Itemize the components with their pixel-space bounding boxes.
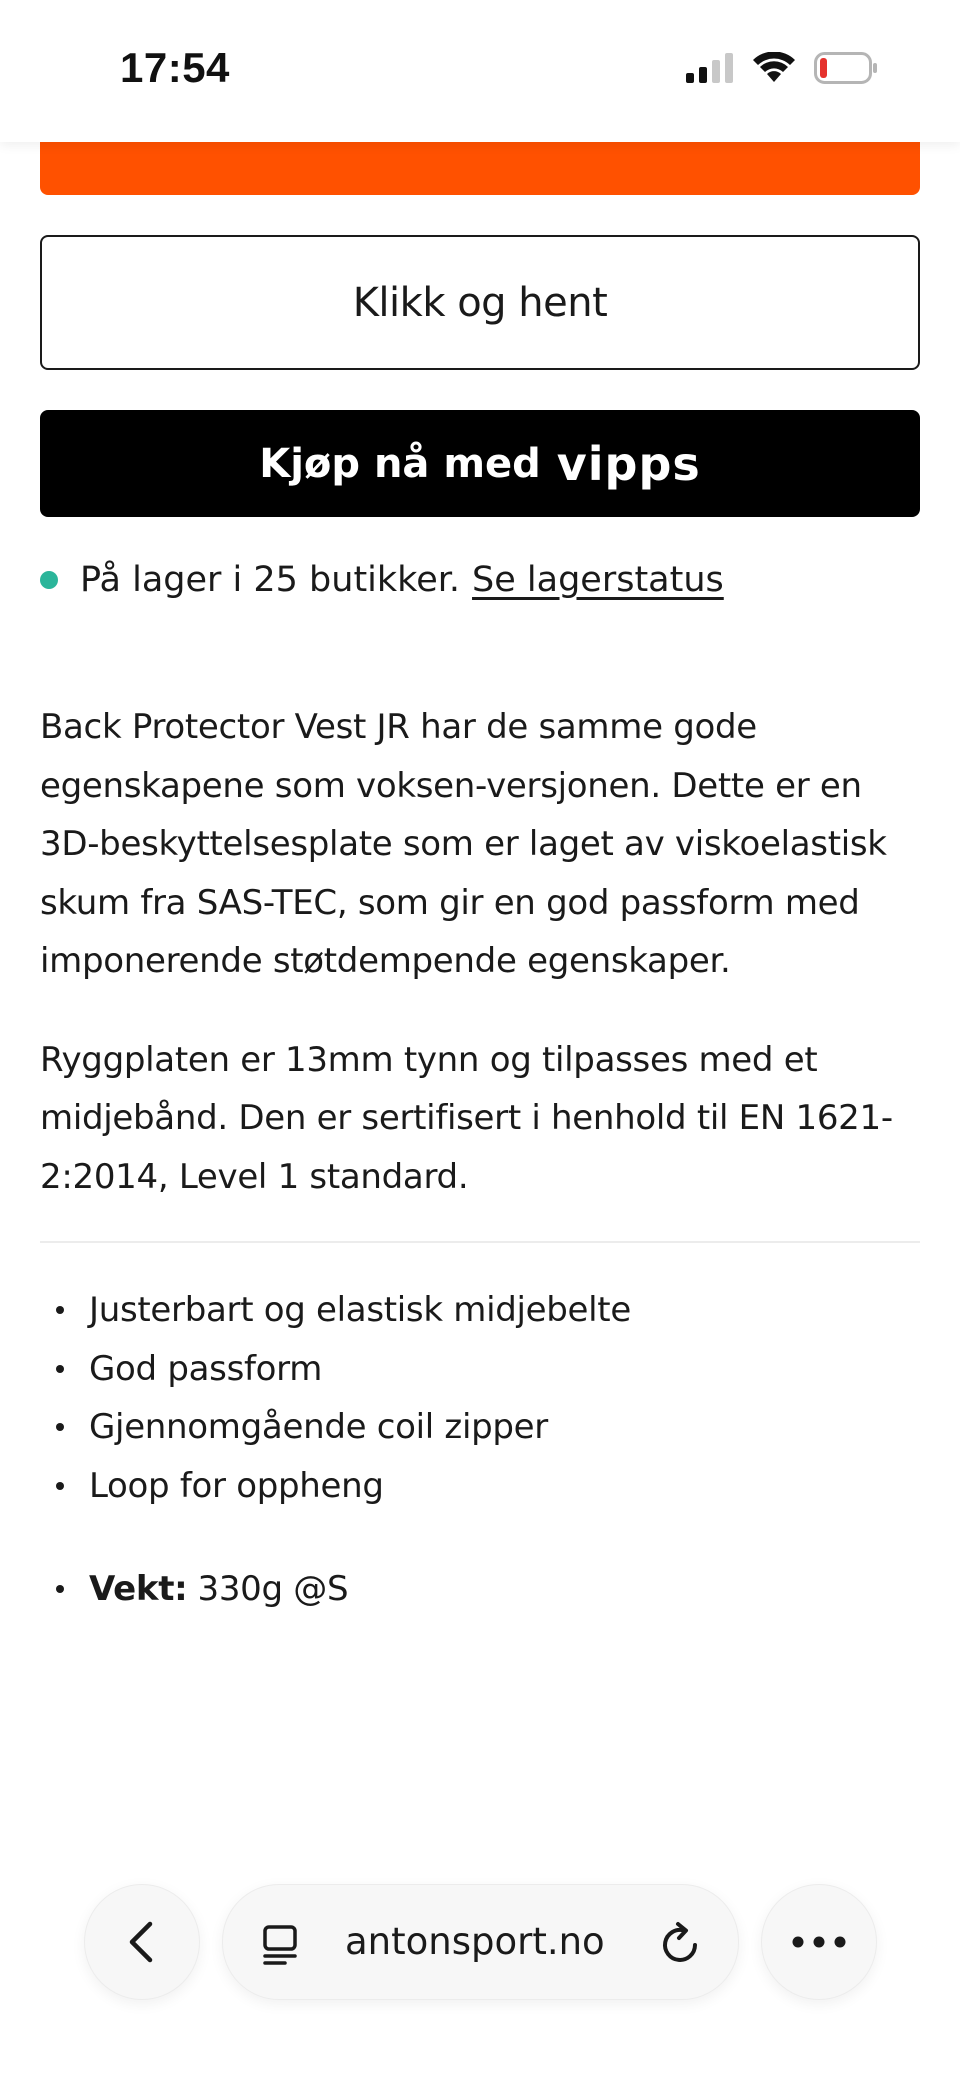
- vipps-logo: vipps: [556, 436, 701, 491]
- reload-icon[interactable]: [660, 1921, 702, 1965]
- bullet-icon: [56, 1423, 64, 1431]
- stock-text: På lager i 25 butikker.: [80, 560, 461, 600]
- stock-status-link[interactable]: Se lagerstatus: [472, 560, 724, 600]
- product-description: [40, 698, 920, 1246]
- status-bar: [0, 0, 960, 142]
- bullet-icon: [56, 1365, 64, 1373]
- vipps-checkout-button[interactable]: [40, 410, 920, 517]
- feature-text: Justerbart og elastisk midjebelte: [89, 1290, 631, 1330]
- description-paragraph: Ryggplaten er 13mm tynn og tilpasses med et midjebånd. Den er sertifisert i henhold til EN 1621-2:2014, Level 1 standard.: [40, 1039, 893, 1197]
- more-options-button[interactable]: [761, 1884, 877, 2000]
- vipps-button-label: Kjøp nå med: [259, 440, 541, 487]
- cellular-signal-icon: [686, 53, 734, 83]
- reader-mode-icon[interactable]: [261, 1923, 303, 1965]
- battery-low-icon: [814, 52, 878, 84]
- list-item: [40, 1340, 920, 1399]
- ellipsis-icon: [792, 1936, 846, 1948]
- feature-text: Gjennomgående coil zipper: [89, 1407, 548, 1447]
- wifi-icon: [752, 52, 796, 84]
- bullet-icon: [56, 1585, 64, 1593]
- browser-toolbar: [0, 1860, 960, 2081]
- weight-value: 330g @S: [197, 1569, 349, 1609]
- bullet-icon: [56, 1306, 64, 1314]
- click-and-collect-button[interactable]: [40, 235, 920, 370]
- address-bar[interactable]: [222, 1884, 739, 2000]
- click-and-collect-label: Klikk og hent: [352, 279, 608, 326]
- in-stock-dot-icon: [40, 571, 58, 589]
- status-time: 17:54: [120, 44, 230, 91]
- list-item: [40, 1398, 920, 1457]
- list-item: [40, 1457, 920, 1516]
- back-button[interactable]: [84, 1884, 200, 2000]
- spec-list: [40, 1560, 920, 1619]
- weight-label: Vekt:: [89, 1569, 188, 1609]
- section-divider: [40, 1241, 920, 1243]
- url-text: antonsport.no: [345, 1920, 605, 1963]
- chevron-left-icon: [124, 1918, 160, 1966]
- feature-text: Loop for oppheng: [89, 1465, 384, 1506]
- stock-status: [40, 560, 724, 600]
- bullet-icon: [56, 1482, 64, 1490]
- feature-list: [40, 1281, 920, 1515]
- description-paragraph: Back Protector Vest JR har de samme gode egenskapene som voksen-versjonen. Dette er en 3D-beskyttelsesplate som er laget av viskoelastisk skum fra SAS-TEC, som gir en god passform med imponerende støtdempende egenskaper.: [40, 707, 887, 981]
- product-features: [40, 1281, 920, 1619]
- list-item: [40, 1560, 920, 1619]
- list-item: [40, 1281, 920, 1340]
- status-icons: [686, 52, 878, 84]
- feature-text: God passform: [89, 1348, 323, 1389]
